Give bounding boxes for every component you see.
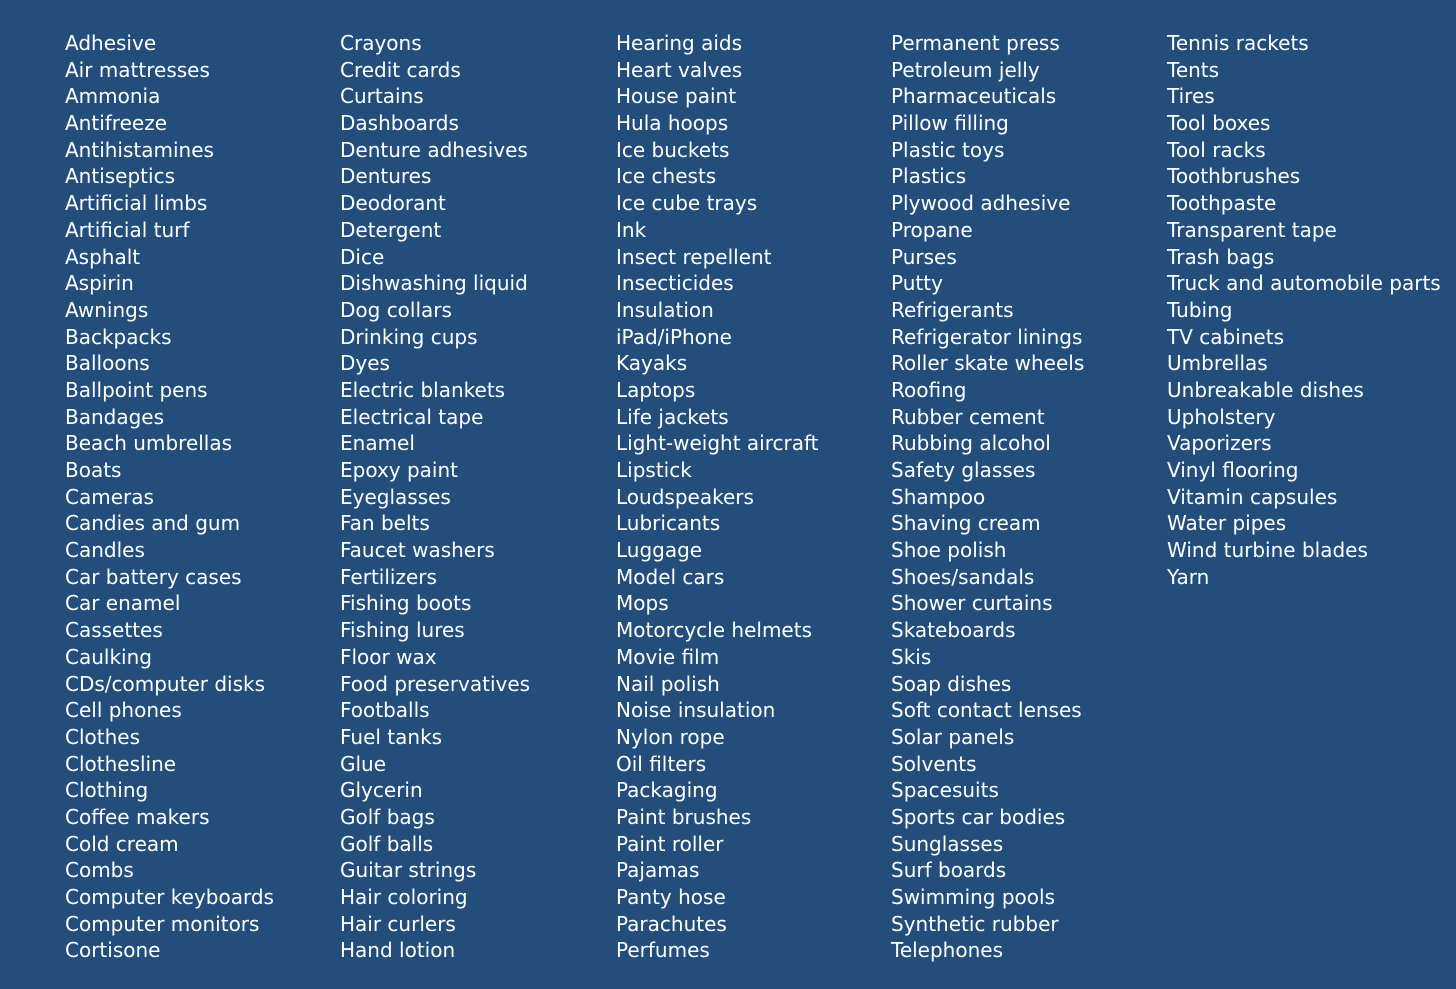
- list-item: Epoxy paint: [340, 458, 459, 482]
- list-item: Insect repellent: [616, 244, 772, 269]
- list-item: Coffee makers: [65, 804, 210, 829]
- list-item: Tennis rackets: [1167, 31, 1309, 55]
- list-item: Vaporizers: [1167, 431, 1272, 456]
- list-item: Water pipes: [1167, 511, 1287, 536]
- list-item: Surf boards: [891, 858, 1007, 883]
- list-item: Drinking cups: [340, 324, 478, 349]
- list-item: Luggage: [616, 538, 703, 563]
- list-item: Wind turbine blades: [1167, 538, 1368, 563]
- list-item: Aspirin: [65, 271, 134, 296]
- list-item: Floor wax: [340, 644, 437, 669]
- list-item: Insecticides: [616, 271, 734, 296]
- list-item: Light-weight aircraft: [616, 431, 819, 456]
- list-item: Tool boxes: [1167, 111, 1271, 136]
- list-item: Lubricants: [616, 511, 721, 536]
- list-item: Ink: [616, 217, 647, 242]
- list-item: Skateboards: [891, 618, 1016, 643]
- list-item: Paint brushes: [616, 804, 752, 829]
- list-item: House paint: [616, 84, 737, 109]
- list-item: Skis: [891, 644, 932, 669]
- list-item: Pharmaceuticals: [891, 84, 1057, 109]
- list-item: Antiseptics: [65, 164, 175, 189]
- list-item: Dyes: [340, 351, 390, 376]
- list-item: Plastics: [891, 164, 967, 189]
- list-item: Artificial limbs: [65, 191, 208, 216]
- list-item: Backpacks: [65, 324, 172, 349]
- list-item: Artificial turf: [65, 217, 190, 242]
- list-item: Insulation: [616, 297, 714, 322]
- list-item: Car battery cases: [65, 564, 242, 589]
- list-item: Motorcycle helmets: [616, 618, 812, 643]
- list-item: Hair curlers: [340, 911, 456, 936]
- list-item: Solar panels: [891, 724, 1015, 749]
- list-item: Sunglasses: [891, 831, 1004, 856]
- list-item: Eyeglasses: [340, 484, 451, 509]
- list-item: Lipstick: [616, 458, 692, 482]
- list-item: Credit cards: [340, 57, 461, 82]
- list-item: Solvents: [891, 751, 977, 776]
- list-item: Tool racks: [1167, 137, 1266, 162]
- list-item: Candles: [65, 538, 145, 563]
- list-item: Nylon rope: [616, 724, 725, 749]
- list-item: Fuel tanks: [340, 724, 443, 749]
- list-item: Umbrellas: [1167, 351, 1268, 376]
- list-item: Crayons: [340, 31, 422, 55]
- list-item: Detergent: [340, 217, 442, 242]
- product-column-1: [65, 30, 274, 964]
- list-item: Ammonia: [65, 84, 161, 109]
- list-item: iPad/iPhone: [616, 324, 732, 349]
- list-item: Toothpaste: [1167, 191, 1277, 216]
- list-item: Model cars: [616, 564, 725, 589]
- list-item: Shoe polish: [891, 538, 1007, 563]
- list-item: Cell phones: [65, 698, 182, 723]
- list-item: Antifreeze: [65, 111, 167, 136]
- list-item: Movie film: [616, 644, 720, 669]
- list-item: Hearing aids: [616, 31, 743, 55]
- list-item: Safety glasses: [891, 458, 1036, 482]
- list-item: Dashboards: [340, 111, 459, 136]
- list-item: Roofing: [891, 377, 967, 402]
- list-item: Noise insulation: [616, 698, 776, 723]
- list-item: Adhesive: [65, 31, 157, 55]
- list-item: Golf balls: [340, 831, 434, 856]
- list-item: Cassettes: [65, 618, 163, 643]
- list-item: Refrigerants: [891, 297, 1014, 322]
- list-item: Hula hoops: [616, 111, 729, 136]
- list-item: Refrigerator linings: [891, 324, 1083, 349]
- list-item: Paint roller: [616, 831, 724, 856]
- list-item: Dentures: [340, 164, 432, 189]
- list-item: Boats: [65, 458, 122, 482]
- list-item: Plastic toys: [891, 137, 1005, 162]
- list-item: Trash bags: [1167, 244, 1275, 269]
- list-item: Putty: [891, 271, 943, 296]
- list-item: Pillow filling: [891, 111, 1009, 136]
- list-item: Propane: [891, 217, 973, 242]
- list-item: Candies and gum: [65, 511, 241, 536]
- list-item: Curtains: [340, 84, 424, 109]
- list-item: Petroleum jelly: [891, 57, 1040, 82]
- list-item: Computer keyboards: [65, 885, 274, 909]
- list-item: Footballs: [340, 698, 430, 723]
- list-item: Electric blankets: [340, 377, 506, 402]
- list-item: Shoes/sandals: [891, 564, 1035, 589]
- list-item: Upholstery: [1167, 404, 1276, 429]
- list-item: Transparent tape: [1167, 217, 1337, 242]
- list-item: Truck and automobile parts: [1167, 271, 1441, 296]
- list-item: Antihistamines: [65, 137, 214, 162]
- list-item: Faucet washers: [340, 538, 495, 563]
- list-item: Roller skate wheels: [891, 351, 1085, 376]
- list-item: Rubber cement: [891, 404, 1045, 429]
- list-item: Loudspeakers: [616, 484, 754, 509]
- list-item: Dishwashing liquid: [340, 271, 528, 296]
- list-item: Heart valves: [616, 57, 743, 82]
- list-item: Hand lotion: [340, 938, 456, 963]
- list-item: Car enamel: [65, 591, 181, 616]
- list-item: Swimming pools: [891, 885, 1056, 909]
- list-item: Clothesline: [65, 751, 177, 776]
- list-item: Electrical tape: [340, 404, 484, 429]
- list-item: Denture adhesives: [340, 137, 528, 162]
- list-item: Toothbrushes: [1167, 164, 1301, 189]
- list-item: Parachutes: [616, 911, 727, 936]
- list-item: Packaging: [616, 778, 718, 803]
- list-item: Glue: [340, 751, 387, 776]
- list-item: Clothing: [65, 778, 149, 803]
- list-item: Ice buckets: [616, 137, 730, 162]
- list-item: Dice: [340, 244, 385, 269]
- list-item: Pajamas: [616, 858, 700, 883]
- list-item: Combs: [65, 858, 134, 883]
- list-item: Cold cream: [65, 831, 179, 856]
- list-item: Computer monitors: [65, 911, 260, 936]
- list-item: Cameras: [65, 484, 154, 509]
- list-item: Glycerin: [340, 778, 423, 803]
- list-item: Beach umbrellas: [65, 431, 233, 456]
- list-item: Caulking: [65, 644, 152, 669]
- list-item: Guitar strings: [340, 858, 477, 883]
- list-item: Nail polish: [616, 671, 720, 696]
- list-item: Rubbing alcohol: [891, 431, 1051, 456]
- list-item: Life jackets: [616, 404, 729, 429]
- list-item: Food preservatives: [340, 671, 531, 696]
- list-item: Asphalt: [65, 244, 141, 269]
- list-item: Unbreakable dishes: [1167, 377, 1364, 402]
- list-item: Sports car bodies: [891, 804, 1066, 829]
- list-item: Purses: [891, 244, 957, 269]
- list-item: CDs/computer disks: [65, 671, 266, 696]
- list-item: TV cabinets: [1167, 324, 1285, 349]
- list-item: Dog collars: [340, 297, 452, 322]
- list-item: Shower curtains: [891, 591, 1053, 616]
- list-item: Golf bags: [340, 804, 435, 829]
- product-column-3: [616, 30, 819, 964]
- list-item: Soft contact lenses: [891, 698, 1082, 723]
- list-item: Shampoo: [891, 484, 986, 509]
- list-item: Fishing lures: [340, 618, 465, 643]
- list-item: Hair coloring: [340, 885, 468, 909]
- list-item: Fan belts: [340, 511, 430, 536]
- list-item: Ballpoint pens: [65, 377, 208, 402]
- list-item: Panty hose: [616, 885, 726, 909]
- list-item: Kayaks: [616, 351, 688, 376]
- list-item: Permanent press: [891, 31, 1060, 55]
- product-column-5: [1167, 30, 1441, 590]
- list-item: Mops: [616, 591, 669, 616]
- list-item: Shaving cream: [891, 511, 1041, 536]
- list-item: Spacesuits: [891, 778, 999, 803]
- list-item: Vitamin capsules: [1167, 484, 1338, 509]
- list-item: Ice cube trays: [616, 191, 758, 216]
- product-column-2: [340, 30, 530, 964]
- list-item: Awnings: [65, 297, 149, 322]
- list-item: Perfumes: [616, 938, 710, 963]
- list-item: Cortisone: [65, 938, 161, 963]
- list-item: Yarn: [1167, 564, 1210, 589]
- list-item: Deodorant: [340, 191, 446, 216]
- list-item: Soap dishes: [891, 671, 1012, 696]
- list-item: Balloons: [65, 351, 150, 376]
- list-item: Tires: [1167, 84, 1215, 109]
- list-item: Telephones: [891, 938, 1003, 963]
- list-item: Air mattresses: [65, 57, 210, 82]
- list-item: Bandages: [65, 404, 165, 429]
- list-item: Plywood adhesive: [891, 191, 1071, 216]
- list-item: Clothes: [65, 724, 140, 749]
- list-item: Vinyl flooring: [1167, 458, 1299, 482]
- list-item: Fishing boots: [340, 591, 472, 616]
- product-column-4: [891, 30, 1084, 964]
- list-item: Tubing: [1167, 297, 1233, 322]
- list-item: Enamel: [340, 431, 415, 456]
- list-item: Ice chests: [616, 164, 717, 189]
- list-item: Oil filters: [616, 751, 707, 776]
- list-item: Synthetic rubber: [891, 911, 1059, 936]
- list-item: Laptops: [616, 377, 696, 402]
- list-item: Fertilizers: [340, 564, 437, 589]
- list-item: Tents: [1167, 57, 1220, 82]
